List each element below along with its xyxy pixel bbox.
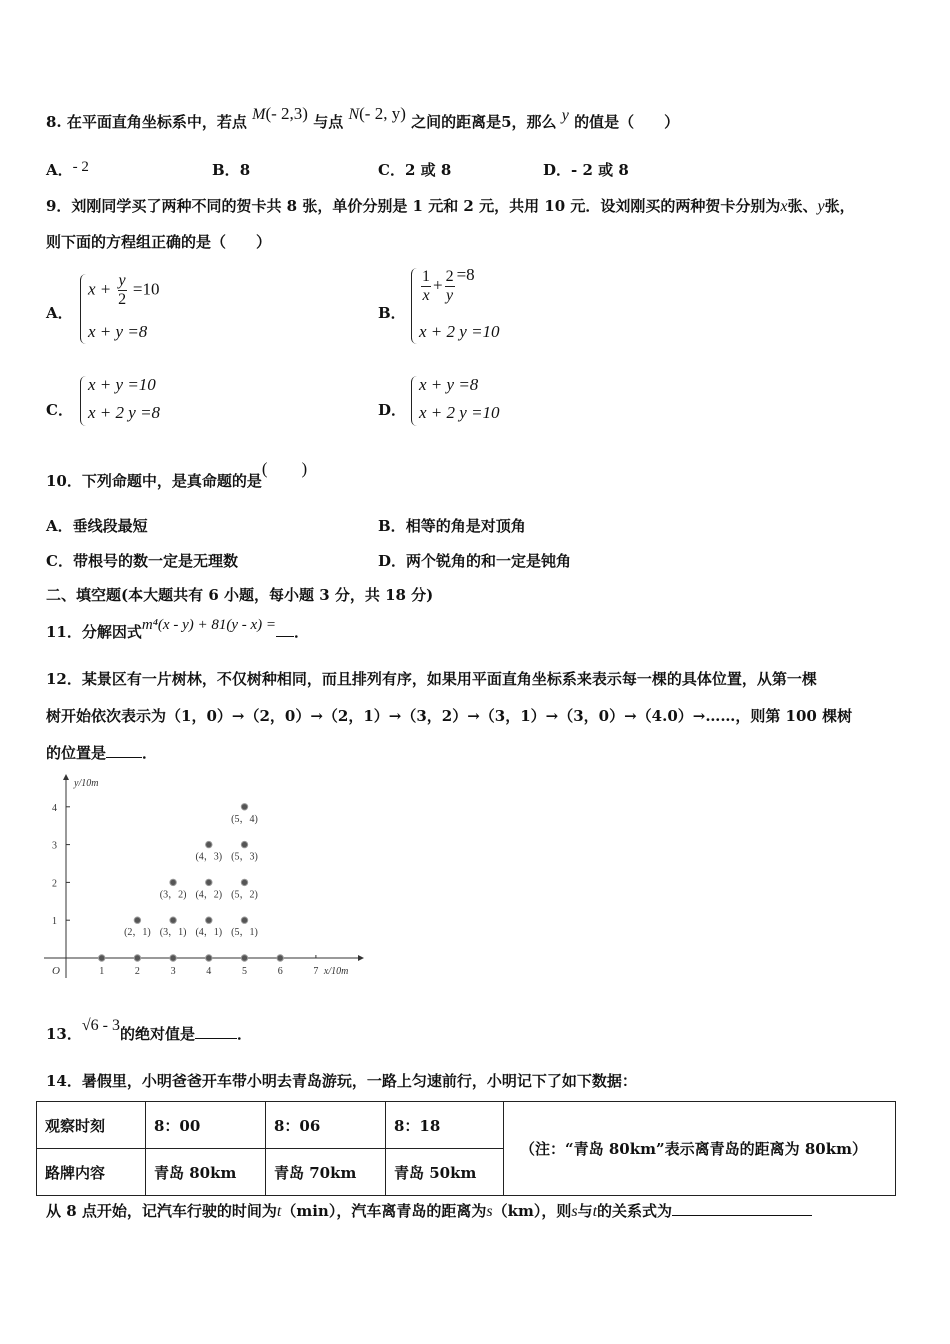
tree-point — [206, 879, 212, 885]
tree-point-label: (4，1) — [195, 927, 223, 939]
table-cell: 青岛 50km — [386, 1149, 504, 1196]
x-tick-label: 2 — [134, 966, 140, 977]
section-2-heading: 二、填空题(本大题共有 6 小题，每小题 3 分，共 18 分) — [46, 586, 434, 604]
tree-position-chart — [40, 772, 370, 984]
tree-point — [206, 841, 212, 847]
n-coords: (- 2, y) — [359, 104, 406, 123]
tree-point — [170, 917, 176, 923]
q8-option-a: A．- 2 — [46, 159, 89, 179]
question-12: 12．某景区有一片树林，不仅树种相同，而且排列有序，如果用平面直角坐标系来表示每一棵的具体位置，从第一棵 — [46, 670, 817, 688]
q9-line2: 则下面的方程组正确的是（ ） — [46, 233, 272, 251]
m-coords: (- 2,3) — [265, 104, 308, 123]
tree-point — [99, 955, 105, 961]
table-cell: 8：06 — [266, 1102, 386, 1149]
tree-point-label: (3，1) — [159, 927, 187, 939]
q9-option-a-system: x + $\frac{y}{2}$ =10 x + y =8 — [80, 270, 190, 346]
q13-expression: √6 - 3 — [81, 1017, 120, 1034]
q9-option-c-system: x + y =10 x + 2 y =8 — [80, 374, 190, 428]
tree-point — [241, 955, 247, 961]
point-n: N — [348, 106, 360, 123]
tree-point-label: (5，3) — [231, 851, 258, 863]
tree-point-label: (3，2) — [159, 889, 187, 901]
tree-point — [206, 917, 212, 923]
table-row — [37, 1102, 896, 1149]
tree-point — [170, 879, 176, 885]
x-tick-label: 4 — [206, 966, 212, 977]
x-tick-label: 6 — [277, 966, 283, 977]
q14-follow-up: 从 8 点开始，记汽车行驶的时间为t（min），汽车离青岛的距离为s（km），则s与t的关系式为 — [46, 1201, 812, 1222]
tree-point-label: (4，2) — [195, 889, 223, 901]
table-header-time: 观察时刻 — [37, 1102, 146, 1149]
tree-point — [170, 955, 176, 961]
q11-expression: m⁴(x - y) + 81(y - x) = — [141, 617, 277, 633]
q9-option-b-label: B． — [378, 304, 406, 322]
point-m: M — [252, 106, 266, 123]
q12-line3: 的位置是 ． — [46, 744, 158, 762]
tree-point — [241, 879, 247, 885]
tree-point-label: (2，1) — [124, 927, 151, 939]
q10-option-c: C．带根号的数一定是无理数 — [46, 552, 238, 570]
tree-point-label: (5，2) — [231, 889, 258, 901]
observation-table — [36, 1101, 896, 1196]
x-tick-label: 3 — [170, 966, 176, 977]
q9-option-b-system: $\frac{1}{x}$ + $\frac{2}{y}$ =8 x + 2 y =10 — [411, 266, 531, 346]
x-tick-label: 7 — [313, 966, 319, 977]
tree-point — [206, 955, 212, 961]
table-note: （注：“青岛 80km”表示离青岛的距离为 80km） — [504, 1102, 896, 1196]
x-tick-label: 5 — [242, 966, 247, 977]
q9-option-c-label: C． — [46, 401, 73, 419]
x-axis-arrow — [358, 955, 364, 961]
tree-point — [241, 917, 247, 923]
tree-point — [134, 955, 140, 961]
question-9: 9．刘刚同学买了两种不同的贺卡共 8 张，单价分别是 1 元和 2 元，共用 10 元．设刘刚买的两种贺卡分别为x张、y张， — [46, 197, 855, 215]
y-axis-label: y/10m — [74, 778, 99, 789]
q8-option-b: B．8 — [212, 161, 251, 179]
q10-option-b: B．相等的角是对顶角 — [378, 517, 526, 535]
table-cell: 青岛 70km — [266, 1149, 386, 1196]
table-cell: 8：18 — [386, 1102, 504, 1149]
q8-option-c: C．2 或 8 — [378, 161, 452, 179]
y-tick-label: 1 — [52, 916, 57, 928]
question-11: 11．分解因式m⁴(x - y) + 81(y - x) = ． — [46, 617, 310, 641]
y-tick-label: 4 — [52, 802, 57, 814]
y-tick-label: 3 — [52, 840, 57, 852]
table-header-sign: 路牌内容 — [37, 1149, 146, 1196]
table-cell: 8：00 — [146, 1102, 266, 1149]
tree-point-label: (4，3) — [195, 851, 223, 863]
question-10: 10．下列命题中，是真命题的是( ) — [46, 459, 308, 490]
q9-option-d-system: x + y =8 x + 2 y =10 — [411, 374, 531, 428]
q10-option-d: D．两个锐角的和一定是钝角 — [378, 552, 572, 570]
question-14: 14．暑假里，小明爸爸开车带小明去青岛游玩，一路上匀速前行，小明记下了如下数据： — [46, 1072, 637, 1090]
question-13: 13．√6 - 3的绝对值是 ． — [46, 1017, 253, 1043]
q10-option-a: A．垂线段最短 — [46, 517, 148, 535]
x-tick-label: 1 — [99, 966, 105, 977]
table-cell: 青岛 80km — [146, 1149, 266, 1196]
tree-point — [241, 841, 247, 847]
origin-label: O — [52, 965, 60, 977]
q8-text: 在平面直角坐标系中，若点 — [66, 113, 247, 131]
tree-point-label: (5，4) — [231, 813, 258, 825]
q8-option-d: D．- 2 或 8 — [543, 161, 629, 179]
tree-point — [241, 804, 247, 810]
q9-option-d-label: D． — [378, 401, 407, 419]
tree-point — [134, 917, 140, 923]
question-8: 8. 在平面直角坐标系中，若点 M(- 2,3) 与点 N(- 2, y) 之间的距离是5，那么 y 的值是（ ） — [46, 104, 680, 131]
tree-point-label: (5，1) — [231, 927, 258, 939]
y-tick-label: 2 — [52, 878, 57, 890]
x-axis-label: x/10m — [323, 966, 349, 977]
q9-option-a-label: A． — [46, 304, 73, 322]
q12-line2: 树开始依次表示为（1，0）→（2，0）→（2，1）→（3，2）→（3，1）→（3，0）→（4.0）→……，则第 100 棵树 — [46, 707, 853, 725]
y-axis-arrow — [63, 774, 69, 780]
tree-point — [277, 955, 283, 961]
